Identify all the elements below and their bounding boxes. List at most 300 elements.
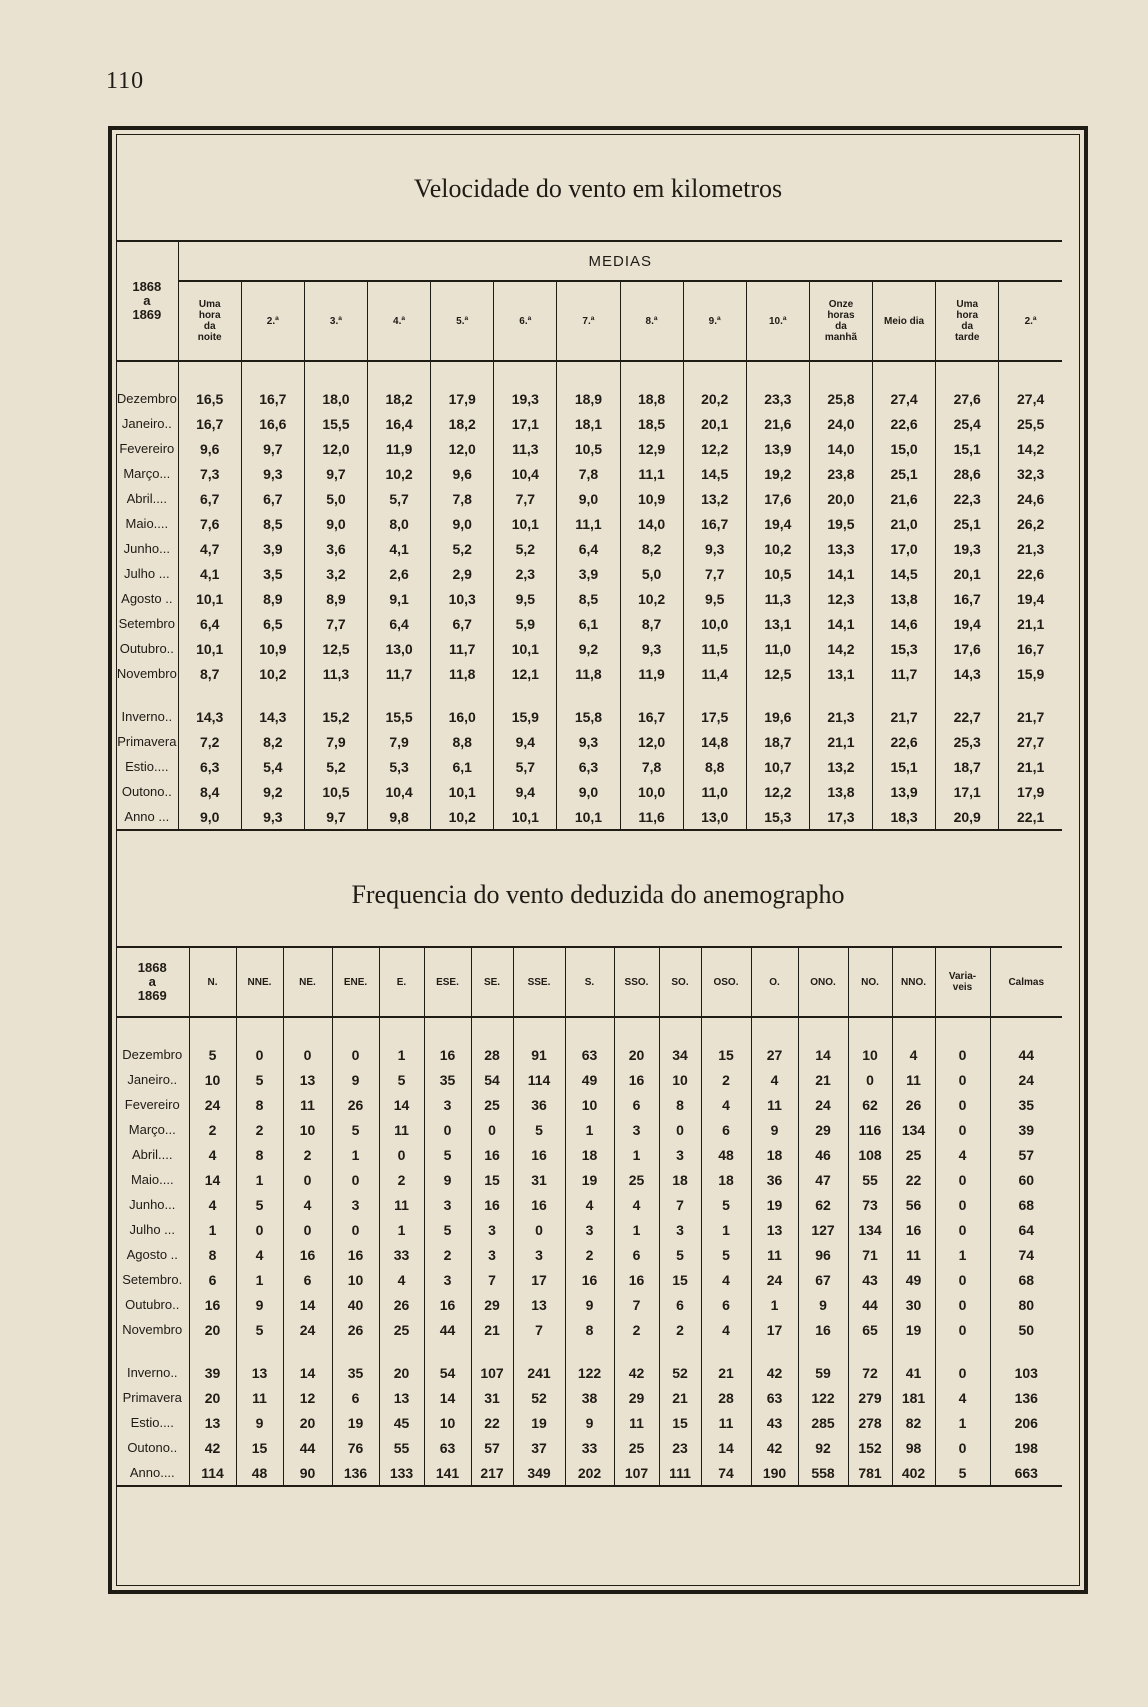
table-row [116, 611, 1062, 636]
header-line: ENE. [343, 976, 368, 988]
table-cell: 6,4 [178, 611, 241, 636]
header-line: Onze [828, 299, 854, 310]
table-cell: 19,3 [936, 536, 999, 561]
table-cell: 217 [471, 1460, 513, 1486]
table-cell: 76 [332, 1435, 379, 1460]
table-cell: 2 [189, 1117, 236, 1142]
table-cell: 9,6 [178, 436, 241, 461]
table-cell: 55 [379, 1435, 424, 1460]
spacer-cell [936, 361, 999, 386]
table-cell: 7 [614, 1292, 659, 1317]
table-cell: 4 [701, 1317, 751, 1342]
spacer-cell [471, 1342, 513, 1360]
table-cell: 11,8 [557, 661, 620, 686]
table-cell: 24 [189, 1092, 236, 1117]
header-line: Meio dia [884, 315, 925, 327]
table-cell: 16 [614, 1267, 659, 1292]
row-label: Fevereiro [124, 1097, 180, 1112]
table-cell: 15,3 [746, 804, 809, 830]
table-cell: 35 [424, 1067, 471, 1092]
table-cell: 13 [283, 1067, 332, 1092]
table-cell: 27,4 [999, 386, 1062, 411]
table-cell: 44 [424, 1317, 471, 1342]
table-cell: 7,6 [178, 511, 241, 536]
table-cell: 37 [513, 1435, 565, 1460]
spacer-cell [999, 686, 1062, 704]
table-cell: 23 [659, 1435, 701, 1460]
rule-cell [116, 1486, 1062, 1489]
header-line: OSO. [713, 976, 739, 988]
column-header [471, 948, 513, 1017]
table-cell: 33 [565, 1435, 614, 1460]
table-cell: 25,5 [999, 411, 1062, 436]
table-cell: 24,0 [809, 411, 872, 436]
spacer-cell [241, 361, 304, 386]
column-header [178, 281, 241, 361]
table-row [116, 1385, 1062, 1410]
table-cell: 9,8 [368, 804, 431, 830]
table-cell: 26 [379, 1292, 424, 1317]
table-cell: 11,8 [431, 661, 494, 686]
table-cell: 16,7 [683, 511, 746, 536]
table-cell: 12,1 [494, 661, 557, 686]
table-cell: 14,2 [809, 636, 872, 661]
table-cell: 9,3 [557, 729, 620, 754]
table-row [116, 1460, 1062, 1486]
table-row [116, 1217, 1062, 1242]
table-cell: 43 [848, 1267, 892, 1292]
table-cell: 7,9 [304, 729, 367, 754]
table-cell: 18 [701, 1167, 751, 1192]
table-row [116, 1242, 1062, 1267]
table-cell: 16 [424, 1292, 471, 1317]
table-cell: 14 [189, 1167, 236, 1192]
table-cell: 20,0 [809, 486, 872, 511]
table-cell: 19,2 [746, 461, 809, 486]
header-line: da [961, 321, 974, 332]
table-cell: 5,7 [368, 486, 431, 511]
table-cell: 35 [332, 1360, 379, 1385]
table-cell: 6,3 [178, 754, 241, 779]
table-cell: 20 [189, 1385, 236, 1410]
table-cell: 1 [332, 1142, 379, 1167]
table-cell: 11,0 [746, 636, 809, 661]
table-cell: 3,9 [241, 536, 304, 561]
table-cell: 19 [892, 1317, 935, 1342]
table-cell: 91 [513, 1042, 565, 1067]
table-cell: 781 [848, 1460, 892, 1486]
table-cell: 0 [935, 1092, 990, 1117]
table-row [116, 1360, 1062, 1385]
table-row [116, 386, 1062, 411]
table-cell: 16 [892, 1217, 935, 1242]
spacer-cell [746, 361, 809, 386]
header-line: a [143, 293, 151, 308]
table-row [116, 729, 1062, 754]
table-row [116, 754, 1062, 779]
row-label: Estio.... [125, 759, 169, 774]
table-cell: 16 [471, 1142, 513, 1167]
table-cell: 4,7 [178, 536, 241, 561]
table-cell: 9,6 [431, 461, 494, 486]
table-cell: 25,8 [809, 386, 872, 411]
table-cell: 14 [424, 1385, 471, 1410]
table-cell: 22 [471, 1410, 513, 1435]
table-cell: 6,7 [178, 486, 241, 511]
table-cell: 6 [332, 1385, 379, 1410]
table-row [116, 1167, 1062, 1192]
header-line: SE. [483, 976, 501, 988]
table-cell: 9,3 [241, 461, 304, 486]
table-cell: 14,5 [683, 461, 746, 486]
table-cell: 34 [659, 1042, 701, 1067]
table-cell: 5,7 [494, 754, 557, 779]
table-cell: 5 [935, 1460, 990, 1486]
table-row [116, 1410, 1062, 1435]
table-cell: 11 [892, 1242, 935, 1267]
table-cell: 127 [798, 1217, 848, 1242]
table-cell: 12,2 [746, 779, 809, 804]
table-cell: 2 [283, 1142, 332, 1167]
table-cell: 9 [751, 1117, 798, 1142]
table-cell: 4 [189, 1142, 236, 1167]
spacer-cell [424, 1017, 471, 1042]
table-cell: 0 [935, 1317, 990, 1342]
row-label: Julho ... [129, 1222, 176, 1237]
table-cell: 11,7 [431, 636, 494, 661]
table-cell: 16,7 [241, 386, 304, 411]
table-cell: 17 [751, 1317, 798, 1342]
column-header [809, 281, 872, 361]
table-cell: 107 [471, 1360, 513, 1385]
table-cell: 202 [565, 1460, 614, 1486]
table-cell: 15,1 [873, 754, 936, 779]
table-row [116, 1317, 1062, 1342]
table-cell: 19,4 [936, 611, 999, 636]
row-label: Novembro [122, 1322, 183, 1337]
header-line: 4.ª [393, 315, 406, 327]
table-cell: 3 [424, 1192, 471, 1217]
table-cell: 16,4 [368, 411, 431, 436]
table-cell: 17,0 [873, 536, 936, 561]
table-cell: 42 [189, 1435, 236, 1460]
table-cell: 2 [614, 1317, 659, 1342]
table-cell: 107 [614, 1460, 659, 1486]
table-cell: 0 [424, 1117, 471, 1142]
column-header [683, 281, 746, 361]
table-cell: 0 [379, 1142, 424, 1167]
table-cell: 52 [513, 1385, 565, 1410]
column-header [614, 948, 659, 1017]
table-cell: 49 [565, 1067, 614, 1092]
table-cell: 9 [332, 1067, 379, 1092]
table-cell: 18,2 [368, 386, 431, 411]
table-cell: 20 [189, 1317, 236, 1342]
table-cell: 40 [332, 1292, 379, 1317]
column-header [431, 281, 494, 361]
row-label: Abril.... [126, 491, 168, 506]
table-cell: 11 [236, 1385, 283, 1410]
header-line: SSO. [624, 976, 649, 988]
table-cell: 74 [990, 1242, 1062, 1267]
table-row [116, 1092, 1062, 1117]
table-cell: 21,1 [999, 611, 1062, 636]
table-cell: 98 [892, 1435, 935, 1460]
table-cell: 19,6 [746, 704, 809, 729]
row-label: Janeiro.. [127, 1072, 178, 1087]
table-cell: 1 [379, 1042, 424, 1067]
table-cell: 349 [513, 1460, 565, 1486]
table-cell: 7,7 [683, 561, 746, 586]
table-cell: 24 [798, 1092, 848, 1117]
table-cell: 141 [424, 1460, 471, 1486]
table-cell: 0 [935, 1067, 990, 1092]
table-cell: 54 [471, 1067, 513, 1092]
table-cell: 11,0 [683, 779, 746, 804]
table-cell: 23,3 [746, 386, 809, 411]
table-cell: 14,0 [620, 511, 683, 536]
table-row [116, 461, 1062, 486]
table-cell: 15,0 [873, 436, 936, 461]
table-cell: 15 [659, 1410, 701, 1435]
spacer-cell [332, 1342, 379, 1360]
spacer-cell [809, 361, 872, 386]
table-cell: 10,5 [304, 779, 367, 804]
table-cell: 4,1 [368, 536, 431, 561]
table-cell: 21,7 [873, 704, 936, 729]
table-row [116, 704, 1062, 729]
table-cell: 9,0 [557, 486, 620, 511]
table-cell: 103 [990, 1360, 1062, 1385]
table-cell: 24 [283, 1317, 332, 1342]
spacer-cell [379, 1342, 424, 1360]
table-cell: 54 [424, 1360, 471, 1385]
table-cell: 18,5 [620, 411, 683, 436]
table-cell: 10 [332, 1267, 379, 1292]
row-label: Agosto .. [126, 1247, 178, 1262]
table-cell: 4 [892, 1042, 935, 1067]
table-cell: 44 [990, 1042, 1062, 1067]
table-cell: 6 [659, 1292, 701, 1317]
spacer-cell [368, 686, 431, 704]
table-cell: 5,0 [620, 561, 683, 586]
table-row [116, 636, 1062, 661]
table-cell: 198 [990, 1435, 1062, 1460]
table-row [116, 411, 1062, 436]
spacer-cell [565, 1342, 614, 1360]
row-label: Estio.... [130, 1415, 174, 1430]
table-cell: 14,2 [999, 436, 1062, 461]
table-cell: 17,5 [683, 704, 746, 729]
table-cell: 0 [236, 1217, 283, 1242]
spacer-cell [990, 1342, 1062, 1360]
table-cell: 26,2 [999, 511, 1062, 536]
row-label: Dezembro [122, 1047, 183, 1062]
table-row [116, 511, 1062, 536]
table-cell: 402 [892, 1460, 935, 1486]
table-cell: 8,8 [683, 754, 746, 779]
table-cell: 0 [935, 1192, 990, 1217]
table-cell: 31 [513, 1167, 565, 1192]
table-cell: 0 [471, 1117, 513, 1142]
table-cell: 10,2 [241, 661, 304, 686]
column-header [701, 948, 751, 1017]
table-cell: 27 [751, 1042, 798, 1067]
table-cell: 9,0 [431, 511, 494, 536]
column-header [379, 948, 424, 1017]
table-cell: 3 [471, 1242, 513, 1267]
table-cell: 9 [565, 1410, 614, 1435]
column-header [659, 948, 701, 1017]
table-cell: 0 [935, 1292, 990, 1317]
table-cell: 19 [513, 1410, 565, 1435]
table-cell: 17,3 [809, 804, 872, 830]
table-cell: 0 [513, 1217, 565, 1242]
header-line: horas [827, 310, 855, 321]
spacer-cell [892, 1342, 935, 1360]
table-cell: 10,1 [178, 586, 241, 611]
table-cell: 6,4 [368, 611, 431, 636]
table-cell: 7 [513, 1317, 565, 1342]
table-cell: 3 [614, 1117, 659, 1142]
row-label: Maio.... [125, 516, 169, 531]
table-cell: 15,5 [304, 411, 367, 436]
table-cell: 18 [659, 1167, 701, 1192]
table-cell: 12,0 [431, 436, 494, 461]
row-label: Novembro [116, 666, 177, 681]
table-cell: 8,2 [241, 729, 304, 754]
table-cell: 16 [283, 1242, 332, 1267]
table-cell: 13 [189, 1410, 236, 1435]
row-label: Janeiro.. [121, 416, 172, 431]
table-cell: 10,1 [178, 636, 241, 661]
table-cell: 10,1 [494, 511, 557, 536]
spacer-cell [513, 1342, 565, 1360]
table-cell: 28,6 [936, 461, 999, 486]
table-cell: 27,6 [936, 386, 999, 411]
table-cell: 57 [471, 1435, 513, 1460]
table-cell: 27,7 [999, 729, 1062, 754]
header-row [116, 242, 1062, 281]
table-cell: 1 [614, 1217, 659, 1242]
spacer-cell [614, 1017, 659, 1042]
table-cell: 16,7 [936, 586, 999, 611]
table-cell: 11,5 [683, 636, 746, 661]
column-header [557, 281, 620, 361]
table-cell: 35 [990, 1092, 1062, 1117]
header-line: 1868 [132, 279, 162, 294]
table-cell: 15,8 [557, 704, 620, 729]
table-cell: 2 [379, 1167, 424, 1192]
table-cell: 8 [189, 1242, 236, 1267]
table-cell: 1 [379, 1217, 424, 1242]
table-cell: 2 [236, 1117, 283, 1142]
table-row [116, 1117, 1062, 1142]
table-cell: 5 [236, 1317, 283, 1342]
table-cell: 11 [379, 1192, 424, 1217]
table-cell: 2,3 [494, 561, 557, 586]
table-cell: 1 [614, 1142, 659, 1167]
table-cell: 6,7 [431, 611, 494, 636]
table-cell: 20 [283, 1410, 332, 1435]
table-cell: 2 [659, 1317, 701, 1342]
table-cell: 13,0 [683, 804, 746, 830]
bottom-rule [116, 1486, 1062, 1489]
table-cell: 13,8 [809, 779, 872, 804]
table-cell: 15 [471, 1167, 513, 1192]
table-cell: 21,3 [999, 536, 1062, 561]
table-cell: 38 [565, 1385, 614, 1410]
table-cell: 122 [565, 1360, 614, 1385]
row-label: Outono.. [121, 784, 172, 799]
table-cell: 11,7 [368, 661, 431, 686]
header-row [116, 948, 1062, 1017]
header-line: hora [956, 310, 979, 321]
table-cell: 9,1 [368, 586, 431, 611]
table-cell: 11 [283, 1092, 332, 1117]
table-cell: 5 [236, 1067, 283, 1092]
spacer-cell [189, 1017, 236, 1042]
table-cell: 11,9 [368, 436, 431, 461]
table-cell: 11,1 [557, 511, 620, 536]
table-cell: 13 [751, 1217, 798, 1242]
table-cell: 25 [614, 1435, 659, 1460]
spacer-row [116, 1342, 1062, 1360]
table-cell: 16 [471, 1192, 513, 1217]
table-cell: 29 [614, 1385, 659, 1410]
column-header [513, 948, 565, 1017]
table-cell: 36 [513, 1092, 565, 1117]
table-cell: 9,3 [241, 804, 304, 830]
table-cell: 15,1 [936, 436, 999, 461]
table-cell: 2,9 [431, 561, 494, 586]
table-cell: 21,0 [873, 511, 936, 536]
header-line: NNO. [901, 976, 926, 988]
table-cell: 5,3 [368, 754, 431, 779]
table-cell: 24 [751, 1267, 798, 1292]
table-cell: 18 [751, 1142, 798, 1167]
table-cell: 9 [424, 1167, 471, 1192]
spacer-cell [283, 1017, 332, 1042]
header-line: a [148, 974, 156, 989]
column-header [936, 281, 999, 361]
table-cell: 1 [935, 1410, 990, 1435]
table-cell: 0 [332, 1167, 379, 1192]
spacer-cell [683, 361, 746, 386]
table-cell: 68 [990, 1192, 1062, 1217]
table-cell: 9,0 [304, 511, 367, 536]
table-cell: 10 [848, 1042, 892, 1067]
table-cell: 1 [236, 1267, 283, 1292]
header-line: ONO. [810, 976, 836, 988]
row-label: Fevereiro [119, 441, 175, 456]
table-cell: 11,1 [620, 461, 683, 486]
row-label: Julho ... [124, 566, 170, 581]
table-cell: 6,1 [431, 754, 494, 779]
table-cell: 9,0 [557, 779, 620, 804]
table-row [116, 661, 1062, 686]
table-cell: 3,2 [304, 561, 367, 586]
table-cell: 1 [701, 1217, 751, 1242]
table-cell: 14,6 [873, 611, 936, 636]
medias-header: MEDIAS [178, 242, 1062, 281]
table-cell: 10,0 [620, 779, 683, 804]
table-cell: 39 [189, 1360, 236, 1385]
table-cell: 10 [283, 1117, 332, 1142]
table-cell: 44 [848, 1292, 892, 1317]
header-line: 9.ª [708, 315, 721, 327]
table-cell: 7,8 [431, 486, 494, 511]
